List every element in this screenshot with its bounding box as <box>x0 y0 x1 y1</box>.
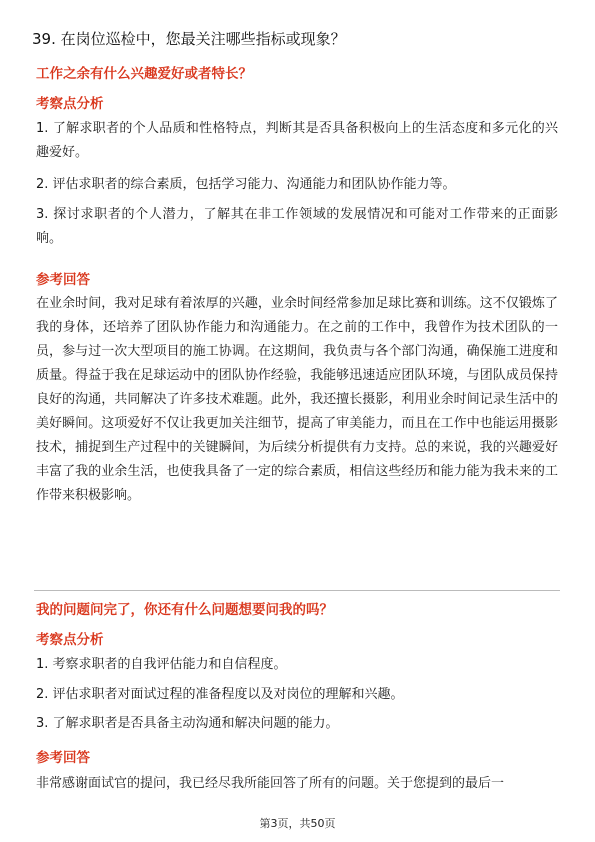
answer-label: 参考回答 <box>36 750 90 766</box>
analysis-item: 3. 了解求职者是否具备主动沟通和解决问题的能力。 <box>36 716 339 731</box>
analysis-item: 1. 考察求职者的自我评估能力和自信程度。 <box>36 657 287 672</box>
analysis-item: 1. 了解求职者的个人品质和性格特点，判断其是否具备积极向上的生活态度和多元化的兴趣爱好。 <box>36 121 558 160</box>
analysis-item: 2. 评估求职者的综合素质，包括学习能力、沟通能力和团队协作能力等。 <box>36 177 456 192</box>
analysis-item: 3. 探讨求职者的个人潜力，了解其在非工作领域的发展情况和可能对工作带来的正面影响。 <box>36 207 558 246</box>
analysis-label: 考察点分析 <box>36 632 104 648</box>
section-heading-final-question: 我的问题问完了，你还有什么问题想要问我的吗？ <box>36 602 333 618</box>
page-number: 第3页，共50页 <box>259 817 336 830</box>
section-divider <box>34 590 560 591</box>
answer-paragraph: 在业余时间，我对足球有着浓厚的兴趣，业余时间经常参加足球比赛和训练。这不仅锻炼了我的身体，还培养了团队协作能力和沟通能力。在之前的工作中，我曾作为技术团队的一员，参与过一次大型项目的施工协调。在这期间，我负责与各个部门沟通，确保施工进度和质量。得益于我在足球运动中的团队协作经验，我能够迅速适应团队环境，与团队成员保持良好的沟通，共同解决了许多技术难题。此外，我还擅长摄影，利用业余时间记录生活中的美好瞬间。这项爱好不仅让我更加关注细节，提高了审美能力，而且在工作中也能运用摄影技术，捕捉到生产过程中的关键瞬间，为后续分析提供有力支持。总的来说，我的兴趣爱好丰富了我的业余生活，也使我具备了一定的综合素质，相信这些经历和能力能为我未来的工作带来积极影响。 <box>36 296 558 503</box>
analysis-item: 2. 评估求职者对面试过程的准备程度以及对岗位的理解和兴趣。 <box>36 687 404 702</box>
answer-label: 参考回答 <box>36 272 90 288</box>
answer-paragraph: 非常感谢面试官的提问，我已经尽我所能回答了所有的问题。关于您提到的最后一 <box>36 776 505 791</box>
analysis-label: 考察点分析 <box>36 96 104 112</box>
question-title: 39. 在岗位巡检中，您最关注哪些指标或现象？ <box>32 30 346 48</box>
section-heading-hobbies: 工作之余有什么兴趣爱好或者特长？ <box>36 66 252 82</box>
